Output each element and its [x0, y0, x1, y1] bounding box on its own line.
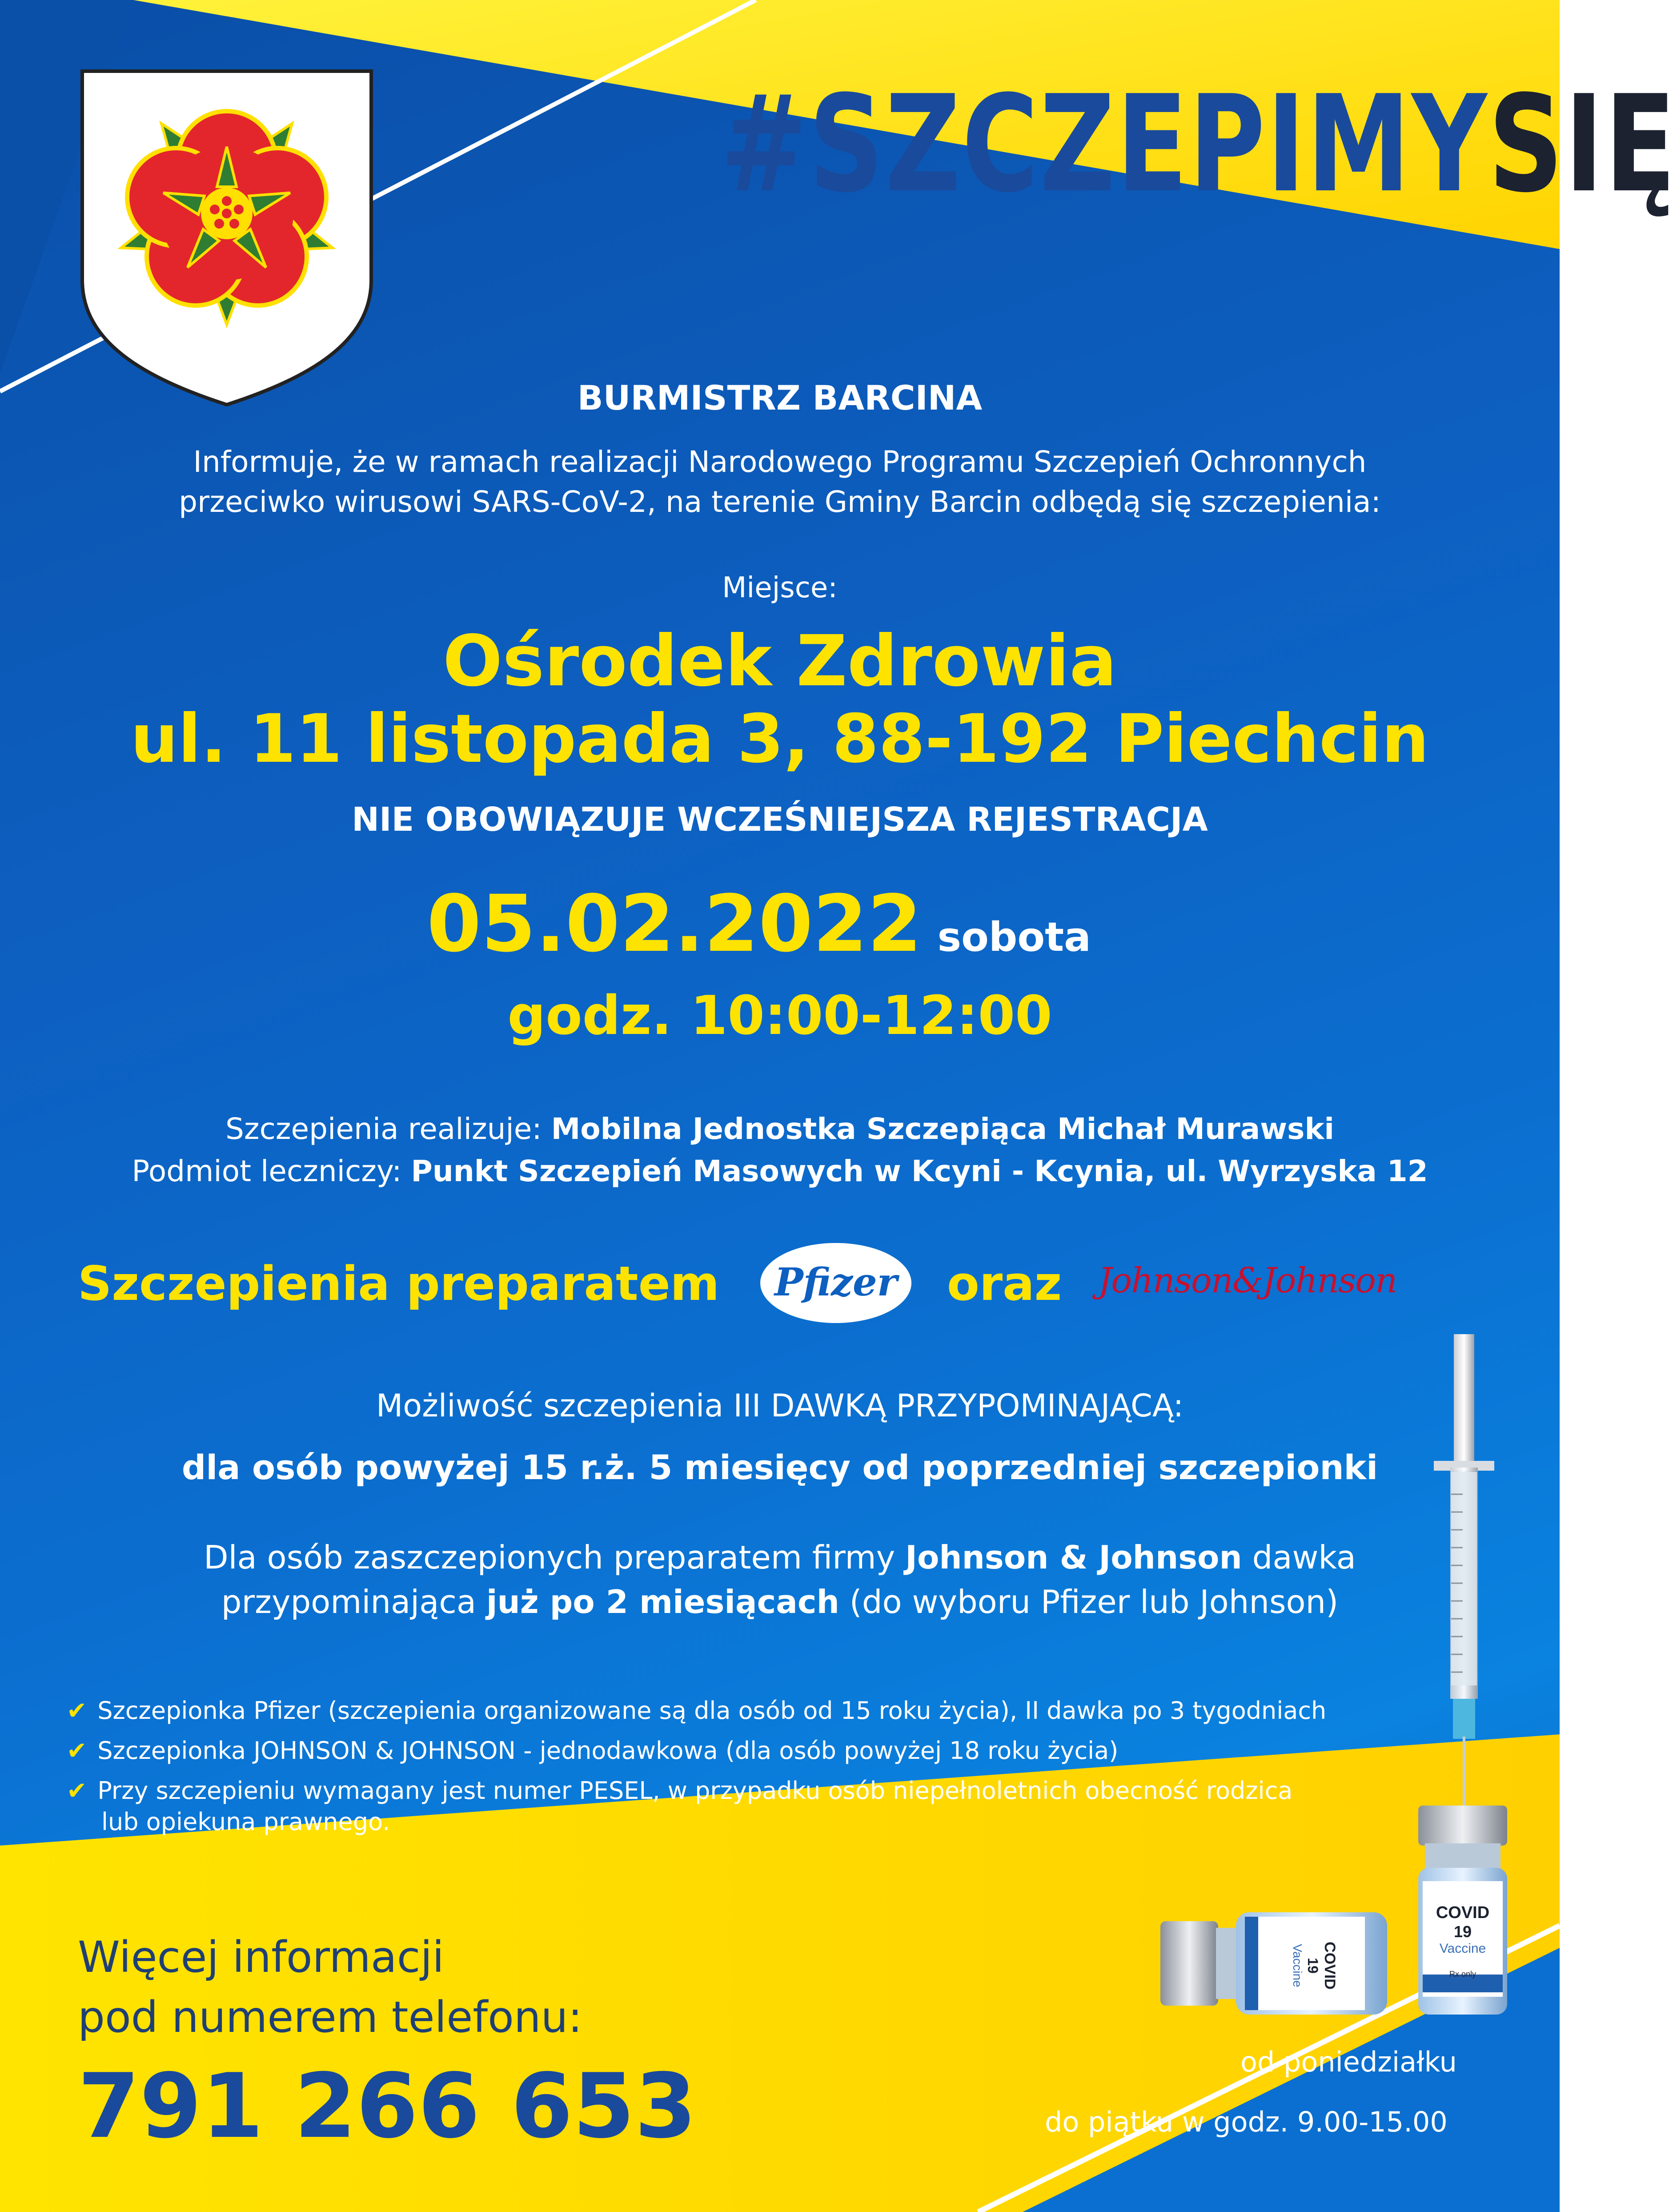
contact-phone: 791 266 653 [78, 2055, 697, 2158]
bullet-text: lub opiekuna prawnego. [101, 1808, 390, 1836]
jj-booster-line-1 [0, 1539, 1560, 1576]
pfizer-logo-text: Pfizer [774, 1260, 898, 1305]
lying-vial-label [1290, 1930, 1338, 2001]
place-name: Ośrodek Zdrowia [442, 620, 1117, 702]
jj-logo: Johnson&Johnson [1098, 1261, 1397, 1301]
provider-row-1-label: Szczepienia realizuje: [225, 1112, 551, 1146]
hashtag-title [720, 67, 1677, 222]
provider-row-2-label: Podmiot leczniczy: [132, 1154, 411, 1188]
upright-vial-title: COVID [1436, 1903, 1490, 1922]
event-hours: godz. 10:00-12:00 [507, 985, 1052, 1047]
booster-line-1: Możliwość szczepienia III DAWKĄ PRZYPOMINAJĄCĄ: [376, 1388, 1184, 1424]
jj-booster-line-2-b: już po 2 miesiącach [486, 1583, 839, 1621]
barcin-coat-of-arms-icon [78, 67, 376, 409]
provider-row-2-value: Punkt Szczepień Masowych w Kcyni - Kcynia, ul. Wyrzyska 12 [411, 1154, 1428, 1188]
contact-line-1: Więcej informacji [78, 1932, 444, 1982]
lying-vial-number: 19 [1305, 1958, 1321, 1974]
bullet-item-continuation [101, 1808, 390, 1836]
intro-line-1: Informuje, że w ramach realizacji Narodowego Programu Szczepień Ochronnych [193, 445, 1367, 479]
jj-booster-line-1-c: dawka [1242, 1539, 1356, 1576]
jj-booster-line-1-b: Johnson & Johnson [905, 1539, 1242, 1576]
mayor-title: BURMISTRZ BARCINA [577, 378, 983, 418]
vaccines-label: Szczepienia preparatem [78, 1256, 720, 1311]
event-date: 05.02.2022 [427, 878, 922, 969]
lying-vial-sub: Vaccine [1291, 1944, 1304, 1987]
event-weekday: sobota [937, 914, 1091, 961]
vaccine-vial-lying [1160, 1912, 1387, 2015]
check-icon: ✔ [67, 1777, 87, 1805]
provider-row-1-value: Mobilna Jednostka Szczepiąca Michał Murawski [551, 1112, 1334, 1146]
lying-vial-title: COVID [1321, 1942, 1338, 1990]
registration-note: NIE OBOWIĄZUJE WCZEŚNIEJSZA REJESTRACJA [352, 800, 1208, 839]
upright-vial-number: 19 [1453, 1922, 1472, 1941]
jj-booster-line-2-c: (do wyboru Pfizer lub Johnson) [839, 1583, 1339, 1621]
provider-row-1 [0, 1112, 1560, 1146]
contact-hours-line-1: od poniedziałku [1240, 2046, 1457, 2078]
check-icon: ✔ [67, 1737, 87, 1765]
upright-vial-sub: Vaccine [1439, 1941, 1486, 1956]
upright-vial-rx: Rx only [1449, 1970, 1476, 1979]
provider-row-2 [0, 1154, 1560, 1188]
contact-hours-line-2: do piątku w godz. 9.00-15.00 [1045, 2106, 1448, 2138]
date-row [427, 878, 1091, 969]
vaccines-and: oraz [947, 1256, 1062, 1311]
bullet-item [67, 1777, 1292, 1805]
upright-vial-label [1423, 1903, 1503, 1979]
bullet-text: Przy szczepieniu wymagany jest numer PESEL, w przypadku osób niepełnoletnich obecność rodzica [97, 1777, 1293, 1805]
place-address: ul. 11 listopada 3, 88-192 Piechcin [130, 700, 1429, 778]
check-icon: ✔ [67, 1697, 87, 1725]
hashtag-part2: SIĘ [1488, 67, 1677, 222]
bullet-item [67, 1737, 1118, 1765]
place-label: Miejsce: [722, 571, 838, 604]
hashtag-part1: #SZCZEPIMY [720, 67, 1488, 222]
intro-line-2: przeciwko wirusowi SARS-CoV-2, na terenie Gminy Barcin odbędą się szczepienia: [179, 485, 1381, 519]
jj-booster-line-1-a: Dla osób zaszczepionych preparatem firmy [204, 1539, 906, 1576]
pfizer-logo [760, 1243, 911, 1323]
bullet-text: Szczepionka JOHNSON & JOHNSON - jednodawkowa (dla osób powyżej 18 roku życia) [97, 1737, 1119, 1765]
booster-line-2: dla osób powyżej 15 r.ż. 5 miesięcy od poprzedniej szczepionki [181, 1448, 1378, 1487]
bullet-item [67, 1697, 1326, 1725]
jj-booster-line-2 [0, 1583, 1560, 1621]
bullet-text: Szczepionka Pfizer (szczepienia organizowane są dla osób od 15 roku życia), II dawka po 3 tygodniach [97, 1697, 1327, 1725]
jj-booster-line-2-a: przypominająca [221, 1583, 486, 1621]
contact-line-2: pod numerem telefonu: [78, 1992, 582, 2042]
